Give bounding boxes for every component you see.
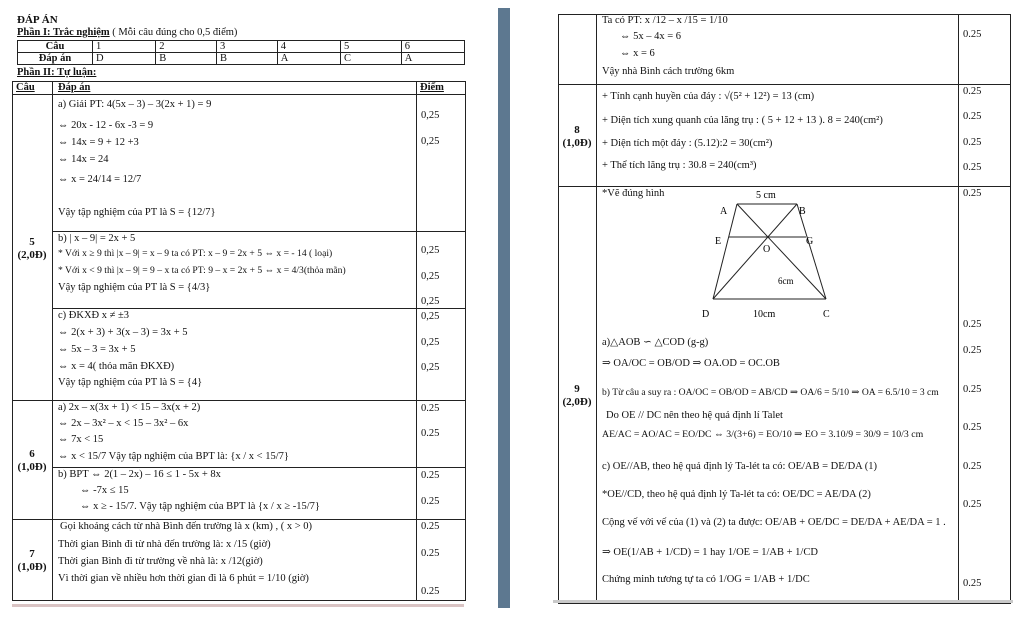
q5c-line: c) ĐKXĐ x ≠ ±3	[58, 310, 130, 321]
mc-answer: B	[216, 53, 277, 65]
points: 0,25	[421, 136, 440, 147]
q9-line: Cộng vế với vế của (1) và (2) ta được: OE/AB + OE/DC = DE/DA + AE/DA = 1 .	[602, 517, 946, 528]
points: 0.25	[421, 470, 440, 481]
q7-label: 7 (1,0Đ)	[12, 548, 52, 574]
points: 0.25	[963, 188, 982, 199]
mc-answer-row	[18, 53, 465, 65]
q9-line: *OE//CD, theo hệ quả định lý Ta-lét ta có: OE/DC = AE/DA (2)	[602, 489, 871, 500]
trapezoid-figure	[690, 186, 850, 324]
q5-score: (2,0Đ)	[17, 249, 47, 261]
points: 0,25	[421, 296, 440, 307]
label-top-length: 5 cm	[756, 190, 776, 201]
mc-question: 1	[93, 41, 156, 53]
q7-line: Gọi khoảng cách từ nhà Bình đến trường là x (km) , ( x > 0)	[60, 521, 313, 532]
part2-title: Phần II: Tự luận:	[17, 67, 97, 78]
q7-cont-line: Ta có PT: x /12 – x /15 = 1/10	[602, 15, 728, 26]
q5c-line: Vậy tập nghiệm của PT là S = {4}	[58, 377, 203, 388]
q9-line: Do OE // DC nên theo hệ quả định lí Talet	[606, 410, 783, 421]
q6a-line: ⇔ x < 15/7 Vậy tập nghiệm của BPT là: {x / x < 15/7}	[58, 451, 289, 462]
mc-question: 4	[277, 41, 340, 53]
mc-answer: D	[93, 53, 156, 65]
q6a-line: ⇔ 2x – 3x² – x < 15 – 3x² – 6x	[58, 418, 189, 429]
points: 0.25	[963, 345, 982, 356]
mc-answer: A	[401, 53, 464, 65]
q5-label: 5 (2,0Đ)	[12, 236, 52, 262]
q8-line: + Tính cạnh huyền của đáy : √(5² + 12²) = 13 (cm)	[602, 91, 815, 102]
points: 0.25	[963, 499, 982, 510]
points: 0.25	[421, 548, 440, 559]
q7-cont-line: Vậy nhà Bình cách trường 6km	[602, 66, 735, 77]
part1-title: Phần I: Trắc nghiệm	[17, 27, 110, 38]
label-bottom-length: 10cm	[753, 309, 776, 320]
points: 0,25	[421, 337, 440, 348]
points: 0,25	[421, 245, 440, 256]
q5c-line: ⇔ 2(x + 3) + 3(x – 3) = 3x + 5	[58, 327, 188, 338]
mc-answer: B	[156, 53, 217, 65]
points: 0.25	[963, 29, 982, 40]
q9-score: (2,0Đ)	[562, 396, 592, 408]
multiple-choice-table	[17, 40, 465, 65]
point-c: C	[823, 309, 830, 320]
q8-line: + Thể tích lăng trụ : 30.8 = 240(cm³)	[602, 160, 757, 171]
point-b: B	[799, 206, 806, 217]
q8-line: + Diện tích một đáy : (5.12):2 = 30(cm²)	[602, 138, 773, 149]
q9-line: AE/AC = AO/AC = EO/DC ⇔ 3/(3+6) = EO/10 ⇒ EO = 3.10/9 = 30/9 = 10/3 cm	[602, 429, 924, 440]
points: 0.25	[421, 496, 440, 507]
points: 0.25	[421, 586, 440, 597]
answer-title: ĐÁP ÁN	[17, 14, 58, 26]
q6-label: 6 (1,0Đ)	[12, 448, 52, 474]
q6-score: (1,0Đ)	[17, 461, 47, 473]
points: 0.25	[963, 422, 982, 433]
points: 0,25	[421, 271, 440, 282]
q5c-line: ⇔ 5x – 3 = 3x + 5	[58, 344, 136, 355]
point-d: D	[702, 309, 710, 320]
points: 0.25	[963, 111, 982, 122]
q6b-line: b) BPT ⇔ 2(1 – 2x) – 16 ≤ 1 - 5x + 8x	[58, 469, 221, 480]
points: 0.25	[963, 461, 982, 472]
points: 0.25	[963, 86, 982, 97]
q7-line: Thời gian Bình đi từ trường về nhà là: x /12(giờ)	[58, 556, 263, 567]
point-a: A	[720, 206, 728, 217]
mc-question: 6	[401, 41, 464, 53]
q6a-line: ⇔ 7x < 15	[58, 434, 104, 445]
mc-header-row	[18, 41, 465, 53]
q8-line: + Diện tích xung quanh của lăng trụ : ( 5 + 12 + 13 ). 8 = 240(cm²)	[602, 115, 883, 126]
q5a-line: ⇔ 14x = 9 + 12 +3	[58, 137, 139, 148]
q6a-line: a) 2x – x(3x + 1) < 15 – 3x(x + 2)	[58, 402, 201, 413]
q9-line: Chứng minh tương tự ta có 1/OG = 1/AB + 1/DC	[602, 574, 810, 585]
q7-score: (1,0Đ)	[17, 561, 47, 573]
q7-cont-line: ⇔ x = 6	[620, 48, 655, 59]
point-e: E	[715, 236, 722, 247]
q5a-line: ⇔ 14x = 24	[58, 154, 109, 165]
q8-label: 8 (1,0Đ)	[558, 124, 596, 150]
q5c-line: ⇔ x = 4( thỏa mãn ĐKXĐ)	[58, 361, 175, 372]
edge-bc	[797, 204, 826, 299]
q7-cont-line: ⇔ 5x – 4x = 6	[620, 31, 682, 42]
q9-line: a)△AOB ∽ △COD (g-g)	[602, 337, 709, 348]
q7-line: Vì thời gian về nhiều hơn thời gian đi là 6 phút = 1/10 (giờ)	[58, 573, 309, 584]
mc-answer-label: Đáp án	[18, 53, 93, 65]
q5a-line: a) Giải PT: 4(5x – 3) – 3(2x + 1) = 9	[58, 99, 212, 110]
mc-question: 3	[216, 41, 277, 53]
q9-draw-label: *Vẽ đúng hình	[602, 188, 665, 199]
points: 0.25	[421, 521, 440, 532]
point-o: O	[763, 244, 771, 255]
points: 0.25	[421, 403, 440, 414]
q5a-line: ⇔ x = 24/14 = 12/7	[58, 174, 142, 185]
points: 0.25	[421, 428, 440, 439]
mc-question: 5	[340, 41, 401, 53]
q5b-line: * Với x ≥ 9 thì |x – 9| = x – 9 ta có PT: x – 9 = 2x + 5 ⇔ x = - 14 ( loại)	[58, 248, 333, 259]
points: 0,25	[421, 110, 440, 121]
q8-score: (1,0Đ)	[562, 137, 592, 149]
page-divider	[498, 8, 510, 608]
mc-answer: C	[340, 53, 401, 65]
points: 0.25	[963, 137, 982, 148]
label-diagonal-length: 6cm	[778, 276, 794, 286]
points: 0.25	[963, 319, 982, 330]
q5b-line: * Với x < 9 thì |x – 9| = 9 – x ta có PT: 9 – x = 2x + 5 ⇔ x = 4/3(thỏa mãn)	[58, 265, 346, 276]
q5a-line: Vậy tập nghiệm của PT là S = {12/7}	[58, 207, 216, 218]
mc-answer: A	[277, 53, 340, 65]
points: 0.25	[963, 578, 982, 589]
points: 0.25	[963, 384, 982, 395]
q9-line: b) Từ câu a suy ra : OA/OC = OB/OD = AB/CD ⇒ OA/6 = 5/10 ⇒ OA = 6.5/10 = 3 cm	[602, 387, 939, 398]
part1-note: ( Mỗi câu đúng cho 0,5 điểm)	[112, 27, 238, 38]
q6b-line: ⇔ -7x ≤ 15	[80, 485, 129, 496]
left-page	[0, 0, 492, 629]
point-g: G	[806, 236, 814, 247]
col-answer-header: Đáp án	[58, 82, 91, 93]
col-question-header: Câu	[16, 82, 35, 93]
q6b-line: ⇔ x ≥ - 15/7. Vậy tập nghiệm của BPT là {x / x ≥ -15/7}	[80, 501, 320, 512]
mc-question: 2	[156, 41, 217, 53]
q7-line: Thời gian Bình đi từ nhà đến trường là: x /15 (giờ)	[58, 539, 271, 550]
q5b-line: b) | x – 9| = 2x + 5	[58, 233, 136, 244]
q5b-line: Vậy tập nghiệm của PT là S = {4/3}	[58, 282, 211, 293]
q5a-line: ⇔ 20x - 12 - 6x -3 = 9	[58, 120, 154, 131]
q9-line: c) OE//AB, theo hệ quả định lý Ta-lét ta có: OE/AB = DE/DA (1)	[602, 461, 878, 472]
points: 0,25	[421, 362, 440, 373]
q9-line: ⇒ OE(1/AB + 1/CD) = 1 hay 1/OE = 1/AB + 1/CD	[602, 547, 818, 558]
points: 0.25	[963, 162, 982, 173]
mc-header-label: Câu	[18, 41, 93, 53]
col-points-header: Điểm	[420, 82, 444, 93]
part1-heading	[17, 27, 237, 38]
points: 0,25	[421, 311, 440, 322]
q9-line: ⇒ OA/OC = OB/OD ⇒ OA.OD = OC.OB	[602, 358, 780, 369]
q9-label: 9 (2,0Đ)	[558, 383, 596, 409]
